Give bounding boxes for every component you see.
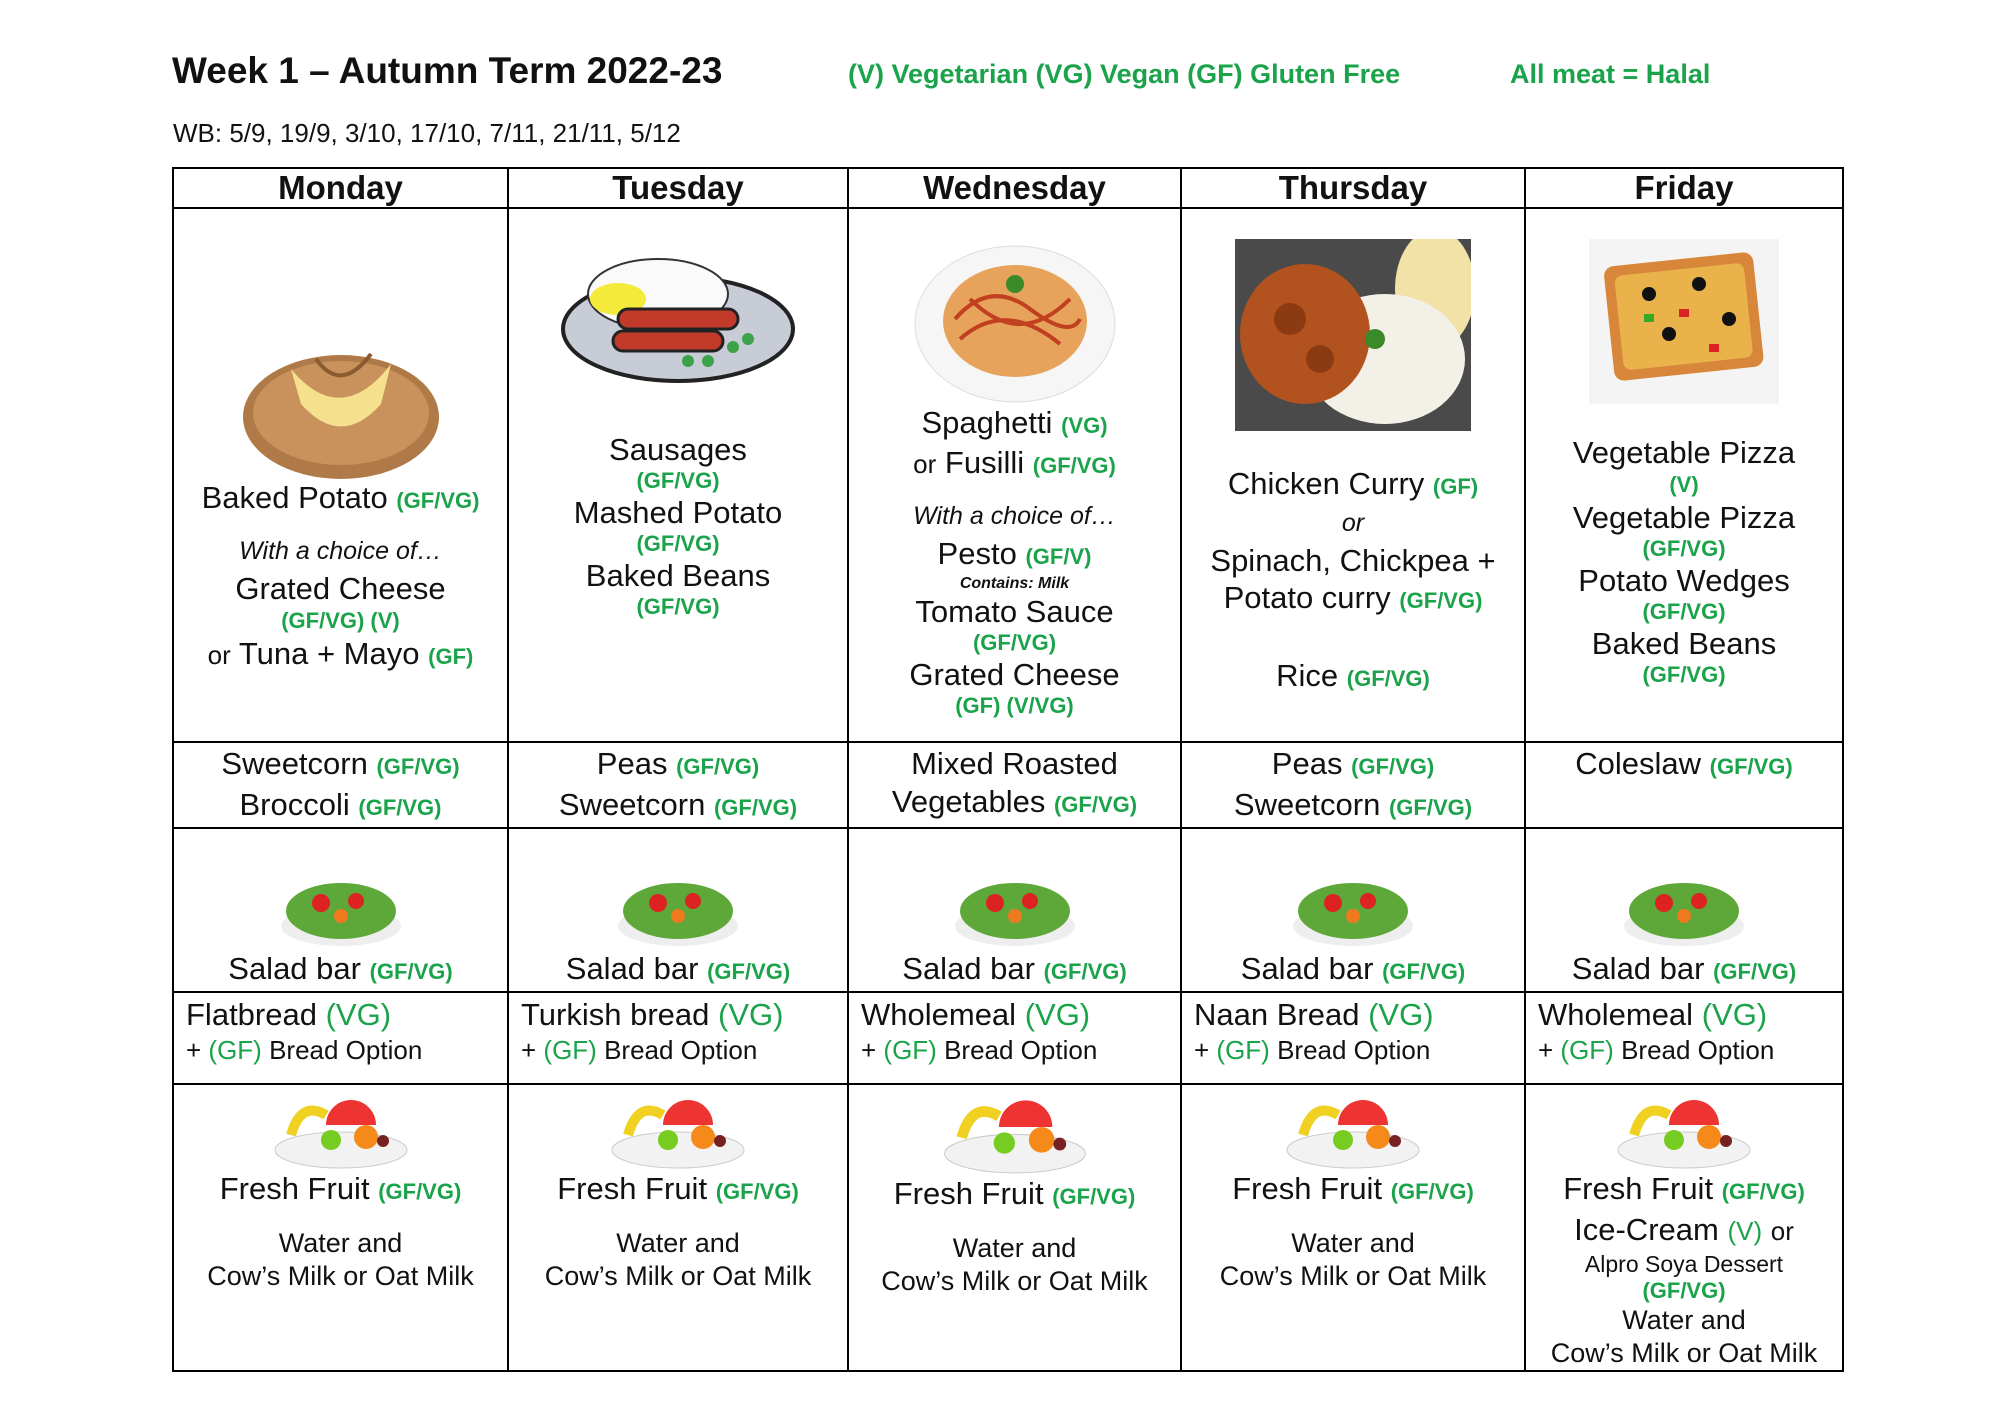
salad-bowl-icon [1288,871,1418,951]
page-title: Week 1 – Autumn Term 2022-23 [172,50,723,91]
wednesday-sides: Mixed Roasted Vegetables (GF/VG) [848,742,1181,828]
fruit-plate-icon [1283,1095,1423,1170]
monday-sides: Sweetcorn (GF/VG) Broccoli (GF/VG) [173,742,508,828]
monday-dessert: Fresh Fruit (GF/VG) Water and Cow’s Milk or Oat Milk [173,1084,508,1371]
tuesday-main-cell [508,208,848,742]
sausages-mash-image [558,239,798,389]
day-friday: Friday [1525,168,1843,208]
monday-bread: Flatbread (VG) + (GF) Bread Option [173,992,508,1084]
tuesday-sides: Peas (GF/VG) Sweetcorn (GF/VG) [508,742,848,828]
baked-potato-image [231,309,451,489]
week-beginning-dates: WB: 5/9, 19/9, 3/10, 17/10, 7/11, 21/11, 5/12 [173,118,681,148]
monday-salad: Salad bar (GF/VG) [173,828,508,992]
day-monday: Monday [173,168,508,208]
bread-row [173,992,1843,1084]
monday-main-cell [173,208,508,742]
halal-note: All meat = Halal [1510,59,1711,89]
friday-main-text: Vegetable Pizza (V) Vegetable Pizza (GF/VG) Potato Wedges (GF/VG) Baked Beans (GF/VG) [1572,435,1796,687]
fruit-plate-icon [271,1095,411,1170]
day-wednesday: Wednesday [848,168,1181,208]
salad-bowl-icon [1619,871,1749,951]
day-tuesday: Tuesday [508,168,848,208]
dietary-key: (V) Vegetarian (VG) Vegan (GF) Gluten Free [848,59,1401,89]
friday-bread: Wholemeal (VG) + (GF) Bread Option [1525,992,1843,1084]
thursday-bread: Naan Bread (VG) + (GF) Bread Option [1181,992,1525,1084]
fruit-plate-icon [1614,1095,1754,1170]
wednesday-salad: Salad bar (GF/VG) [848,828,1181,992]
dessert-row [173,1084,1843,1371]
day-header-row [173,168,1843,208]
friday-main-cell [1525,208,1843,742]
sides-row [173,742,1843,828]
menu-table [172,167,1844,1372]
wednesday-main-text: Spaghetti (VG) or Fusilli (GF/VG) With a choice of… Pesto (GF/V) Contains: Milk Tomato Sauce (GF/VG) Grated Cheese (GF) (V/VG) [909,405,1120,718]
salad-bowl-icon [950,871,1080,951]
friday-sides: Coleslaw (GF/VG) [1525,742,1843,828]
tuesday-bread: Turkish bread (VG) + (GF) Bread Option [508,992,848,1084]
salad-row [173,828,1843,992]
pizza-image [1589,239,1779,404]
tuesday-salad: Salad bar (GF/VG) [508,828,848,992]
wednesday-bread: Wholemeal (VG) + (GF) Bread Option [848,992,1181,1084]
day-thursday: Thursday [1181,168,1525,208]
fruit-plate-icon [608,1095,748,1170]
salad-bowl-icon [276,871,406,951]
thursday-dessert: Fresh Fruit (GF/VG) Water and Cow’s Milk or Oat Milk [1181,1084,1525,1371]
friday-dessert: Fresh Fruit (GF/VG) Ice-Cream (V) or Alpro Soya Dessert (GF/VG) Water and Cow’s Milk or Oat Milk [1525,1084,1843,1371]
thursday-main-cell [1181,208,1525,742]
tuesday-main-text: Sausages (GF/VG) Mashed Potato (GF/VG) Baked Beans (GF/VG) [573,432,783,619]
spaghetti-image [910,239,1120,404]
salad-bowl-icon [613,871,743,951]
thursday-salad: Salad bar (GF/VG) [1181,828,1525,992]
fruit-plate-icon [940,1095,1090,1175]
main-course-row [173,208,1843,742]
monday-main-text: Baked Potato (GF/VG) With a choice of… Grated Cheese (GF/VG) (V) or Tuna + Mayo (GF) [201,480,480,671]
thursday-main-text: Chicken Curry (GF) or Spinach, Chickpea + Potato curry (GF/VG) Rice (GF/VG) [1210,466,1496,693]
thursday-sides: Peas (GF/VG) Sweetcorn (GF/VG) [1181,742,1525,828]
chicken-curry-image [1235,239,1471,431]
wednesday-main-cell [848,208,1181,742]
wednesday-dessert: Fresh Fruit (GF/VG) Water and Cow’s Milk or Oat Milk [848,1084,1181,1371]
friday-salad: Salad bar (GF/VG) [1525,828,1843,992]
tuesday-dessert: Fresh Fruit (GF/VG) Water and Cow’s Milk or Oat Milk [508,1084,848,1371]
